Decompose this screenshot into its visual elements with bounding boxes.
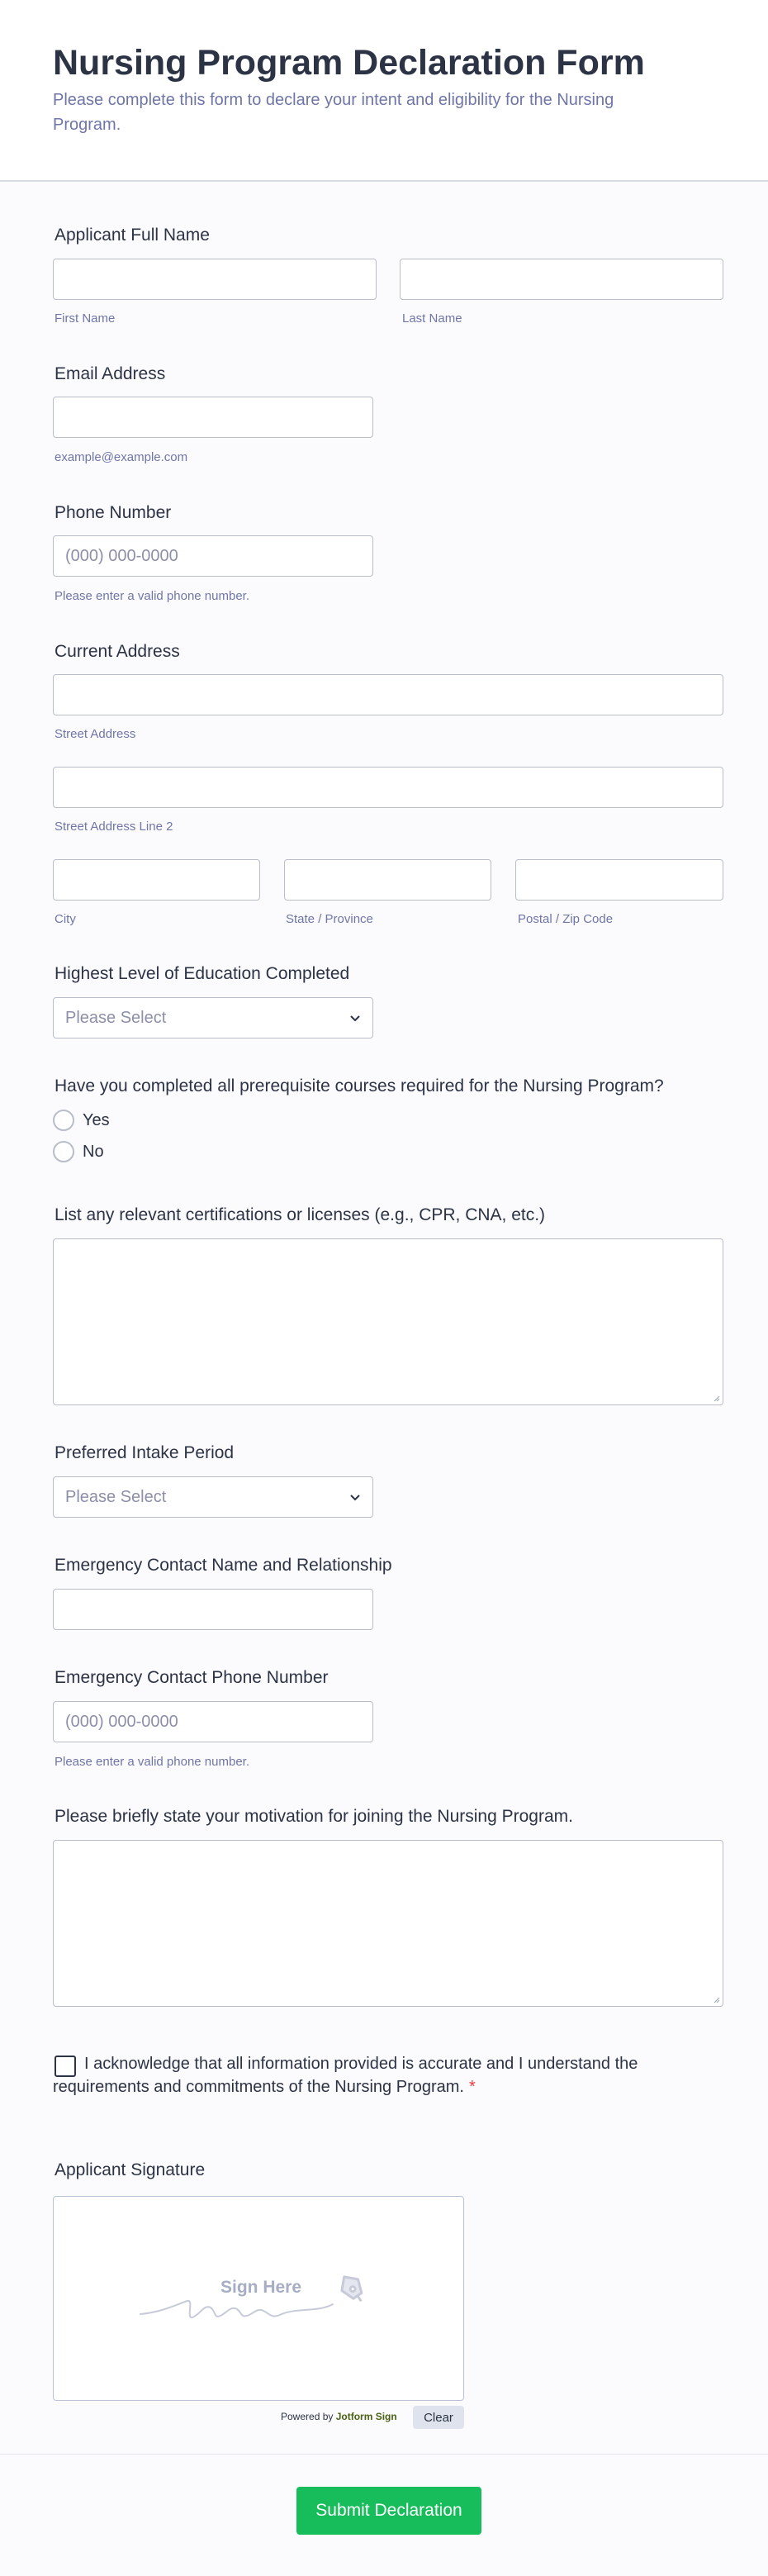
last-name-input[interactable]	[400, 259, 723, 300]
phone-label: Phone Number	[55, 503, 172, 522]
phone-sublabel: Please enter a valid phone number.	[55, 589, 249, 603]
intake-label: Preferred Intake Period	[55, 1443, 235, 1462]
intake-select[interactable]	[53, 1476, 373, 1518]
sign-here-placeholder: Sign Here	[220, 2278, 302, 2297]
emergency-phone-input[interactable]	[53, 1701, 373, 1742]
required-asterisk: *	[468, 2078, 476, 2096]
powered-by-text	[281, 2411, 397, 2422]
city-sublabel: City	[55, 912, 76, 926]
first-name-input[interactable]	[53, 259, 377, 300]
certifications-label: List any relevant certifications or licenses (e.g., CPR, CNA, etc.)	[55, 1205, 546, 1224]
submit-button[interactable]: Submit Declaration	[296, 2487, 481, 2535]
intake-select-value: Please Select	[65, 1487, 167, 1506]
prerequisites-label: Have you completed all prerequisite courses required for the Nursing Program?	[55, 1077, 664, 1096]
prerequisites-option-no[interactable]	[53, 1141, 104, 1162]
last-name-sublabel: Last Name	[402, 311, 462, 326]
emergency-phone-label: Emergency Contact Phone Number	[55, 1668, 329, 1687]
motivation-label: Please briefly state your motivation for joining the Nursing Program.	[55, 1807, 573, 1826]
acknowledgement-label: I acknowledge that all information provided is accurate and I understand the requirements and commitments of the Nursing Program.	[53, 2055, 638, 2096]
full-name-label: Applicant Full Name	[55, 226, 210, 245]
signature-pad[interactable]	[53, 2196, 464, 2401]
phone-input[interactable]	[53, 535, 373, 577]
emergency-phone-sublabel: Please enter a valid phone number.	[55, 1755, 249, 1769]
street-address-line2-sublabel: Street Address Line 2	[55, 820, 173, 834]
zip-sublabel: Postal / Zip Code	[518, 912, 614, 926]
city-input[interactable]	[53, 859, 260, 901]
form-header	[0, 0, 768, 182]
prerequisites-option-yes[interactable]	[53, 1110, 110, 1131]
clear-signature-button[interactable]: Clear	[413, 2406, 464, 2429]
education-label: Highest Level of Education Completed	[55, 964, 350, 983]
chevron-down-icon	[349, 1491, 361, 1503]
state-sublabel: State / Province	[286, 912, 373, 926]
radio-label: Yes	[83, 1110, 110, 1129]
street-address-input[interactable]	[53, 674, 723, 715]
resize-handle-icon[interactable]	[712, 1995, 720, 2003]
state-input[interactable]	[284, 859, 491, 901]
form-title: Nursing Program Declaration Form	[53, 43, 645, 83]
street-address-line2-input[interactable]	[53, 767, 723, 808]
resize-handle-icon[interactable]	[712, 1394, 720, 1402]
certifications-textarea[interactable]	[53, 1238, 723, 1405]
first-name-sublabel: First Name	[55, 311, 116, 326]
email-label: Email Address	[55, 364, 166, 383]
email-sublabel: example@example.com	[55, 450, 188, 464]
emergency-name-input[interactable]	[53, 1589, 373, 1630]
radio-button[interactable]	[53, 1141, 74, 1162]
chevron-down-icon	[349, 1012, 361, 1024]
zip-input[interactable]	[515, 859, 723, 901]
street-address-sublabel: Street Address	[55, 727, 136, 741]
jotform-sign-brand[interactable]: Jotform Sign	[335, 2411, 397, 2422]
pen-nib-icon	[331, 2269, 372, 2306]
education-select-value: Please Select	[65, 1008, 167, 1027]
emergency-name-label: Emergency Contact Name and Relationship	[55, 1556, 392, 1575]
education-select[interactable]	[53, 997, 373, 1038]
radio-button[interactable]	[53, 1110, 74, 1131]
motivation-textarea[interactable]	[53, 1840, 723, 2007]
footer-divider	[0, 2454, 768, 2455]
acknowledgement-text	[53, 2052, 680, 2098]
signature-label: Applicant Signature	[55, 2160, 206, 2179]
radio-label: No	[83, 1142, 104, 1161]
powered-by-prefix: Powered by	[281, 2411, 334, 2422]
email-input[interactable]	[53, 397, 373, 438]
form-subtitle: Please complete this form to declare your intent and eligibility for the Nursing Program.	[53, 91, 614, 134]
address-label: Current Address	[55, 642, 180, 661]
